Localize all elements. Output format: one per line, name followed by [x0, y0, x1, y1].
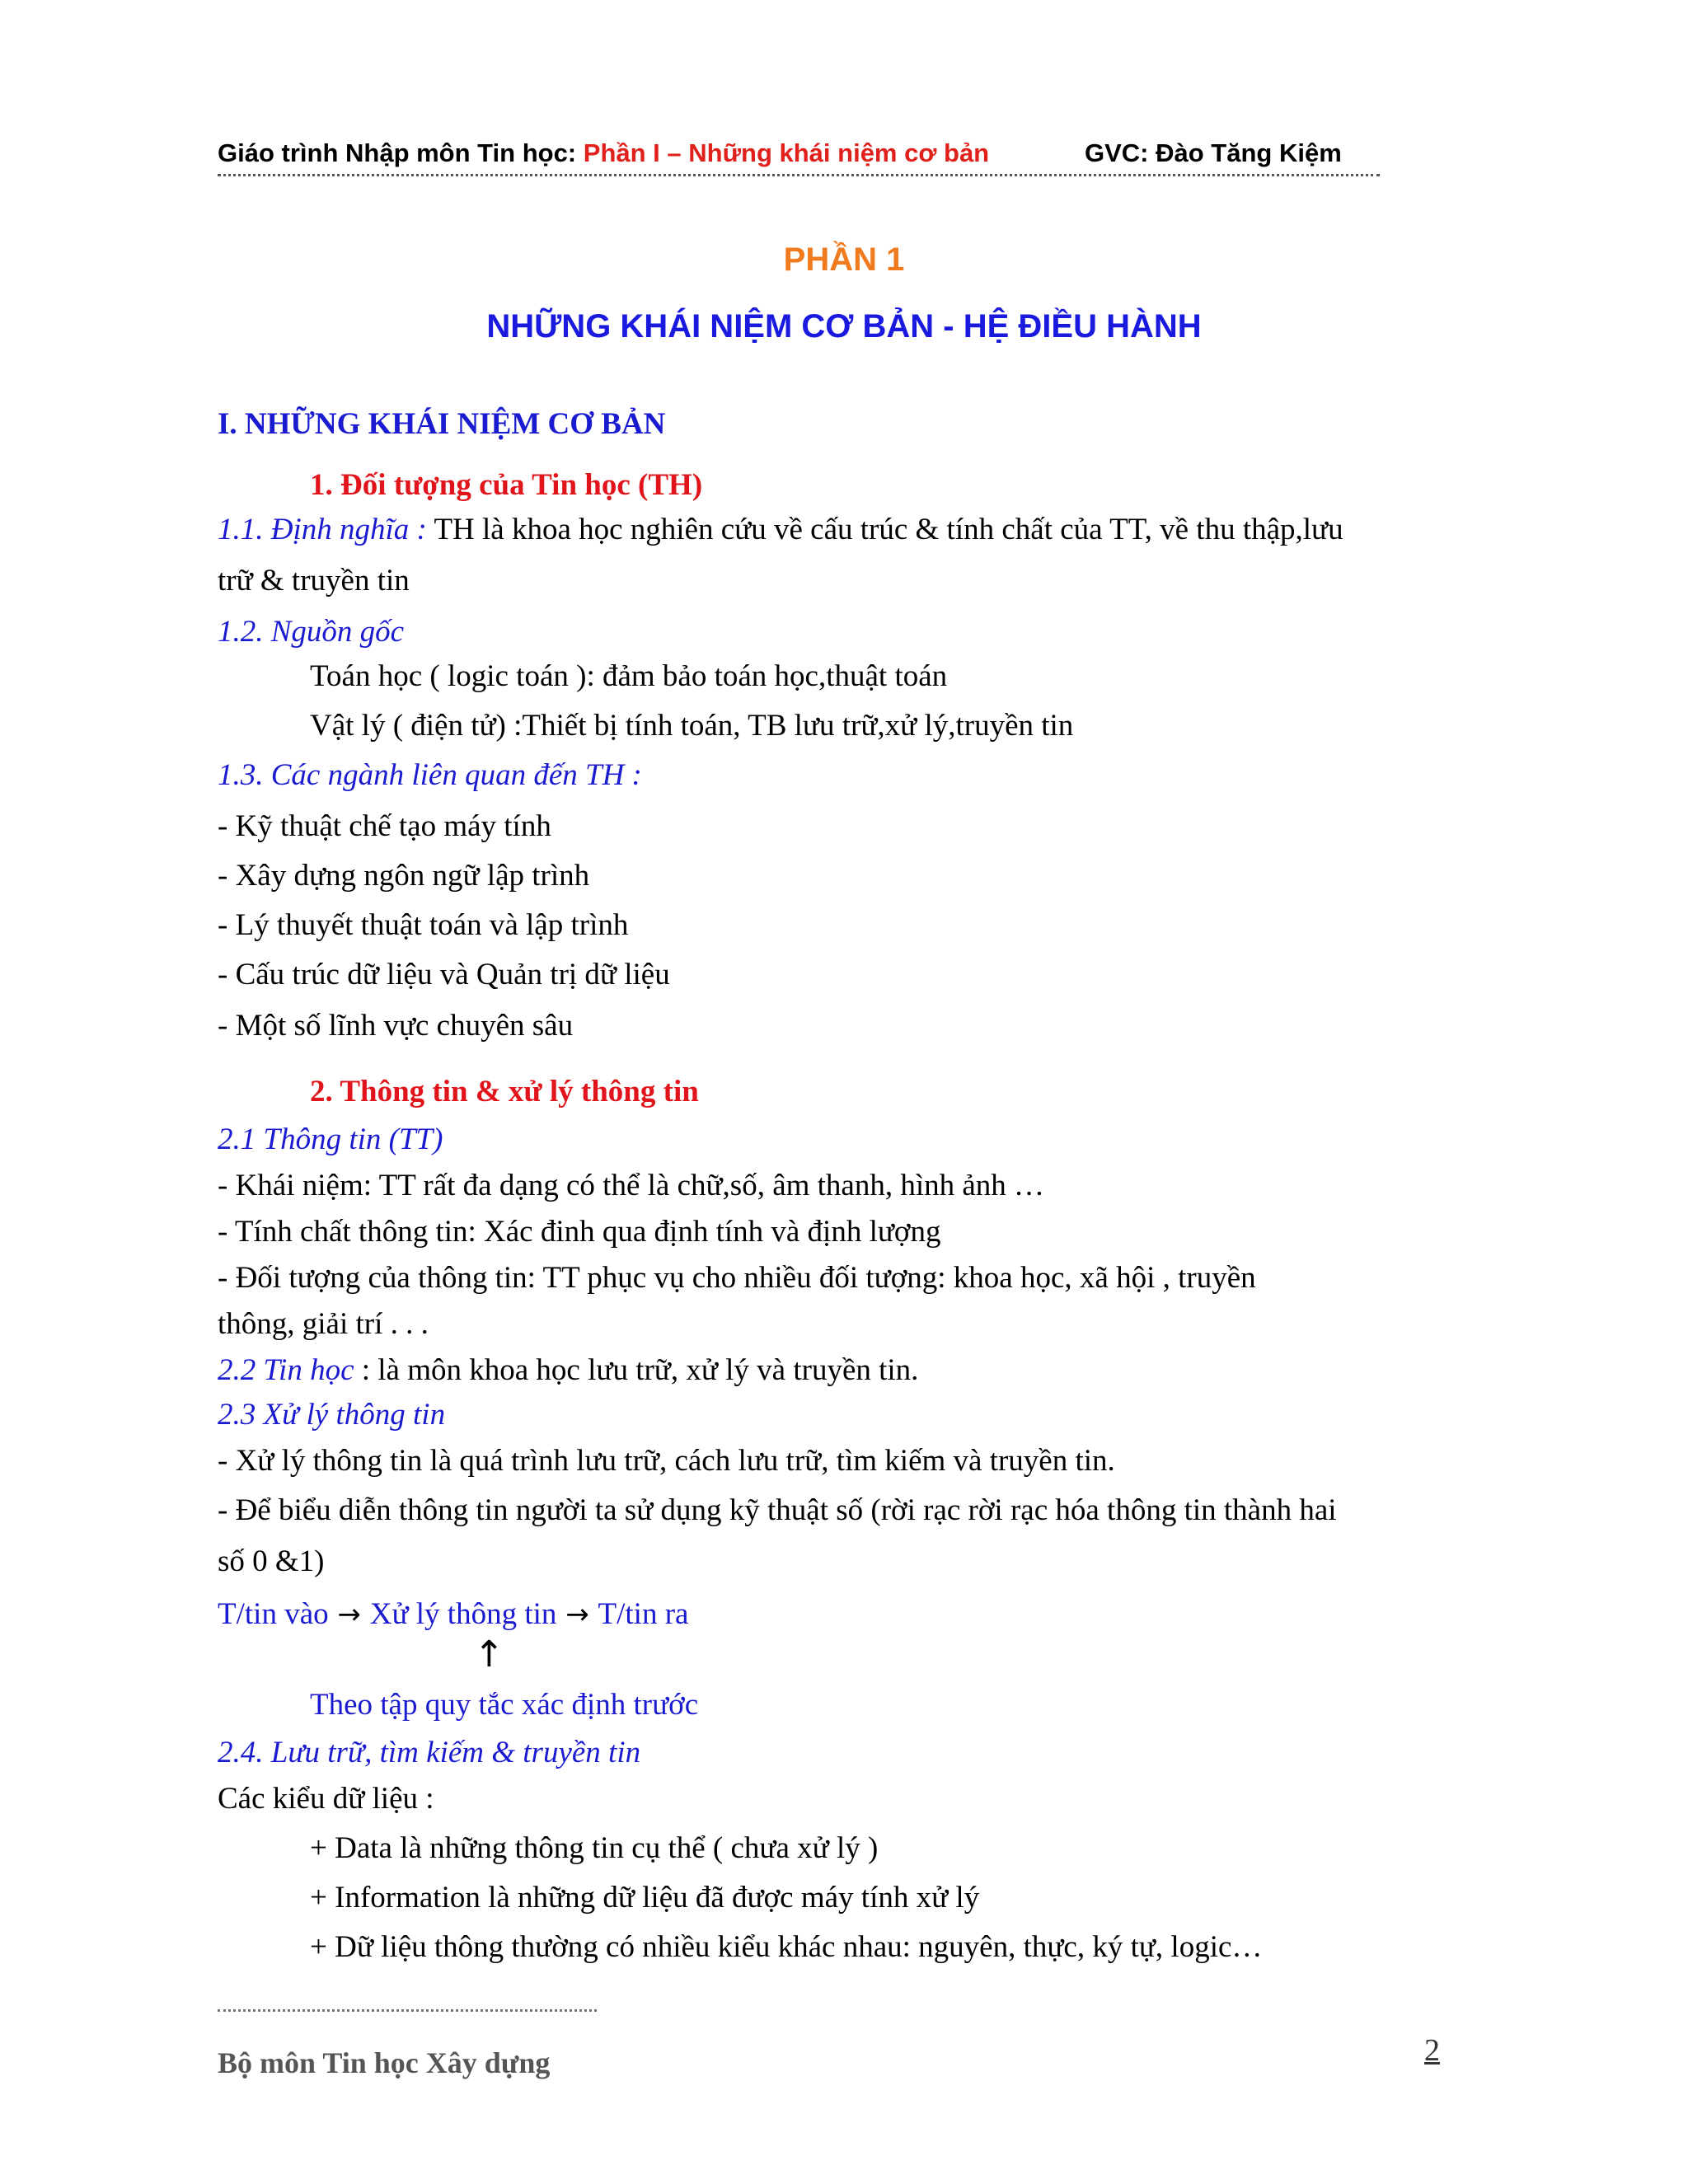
- informatics-text: : là môn khoa học lưu trữ, xử lý và truyền tin.: [354, 1353, 919, 1387]
- related-item: - Lý thuyết thuật toán và lập trình: [218, 908, 629, 942]
- types-intro: Các kiểu dữ liệu :: [218, 1782, 434, 1816]
- informatics-line: [218, 1352, 918, 1390]
- origin-item: Vật lý ( điện tử) :Thiết bị tính toán, TB lưu trữ,xử lý,truyền tin: [310, 709, 1074, 743]
- subsection-heading-2: 2. Thông tin & xử lý thông tin: [310, 1075, 699, 1108]
- related-label: 1.3. Các ngành liên quan đến TH :: [218, 758, 642, 792]
- definition-line: [218, 511, 1343, 549]
- info-item: - Khái niệm: TT rất đa dạng có thể là chữ,số, âm thanh, hình ảnh …: [218, 1169, 1045, 1202]
- related-item: - Kỹ thuật chế tạo máy tính: [218, 809, 551, 843]
- page-number: 2: [1424, 2033, 1440, 2068]
- footer-department: Bộ môn Tin học Xây dựng: [218, 2046, 551, 2079]
- flow-line: [218, 1596, 688, 1633]
- header-course: Giáo trình Nhập môn Tin học:: [218, 138, 577, 167]
- storage-label: 2.4. Lưu trữ, tìm kiếm & truyền tin: [218, 1736, 641, 1769]
- origin-item: Toán học ( logic toán ): đảm bảo toán học,thuật toán: [310, 659, 948, 693]
- related-item: - Một số lĩnh vực chuyên sâu: [218, 1009, 574, 1043]
- definition-text-cont: trữ & truyền tin: [218, 564, 410, 598]
- arrow-up-icon: ↑: [474, 1633, 504, 1675]
- header-lecturer: GVC: Đào Tăng Kiệm: [1085, 138, 1342, 167]
- definition-label: 1.1. Định nghĩa :: [218, 513, 427, 546]
- info-label: 2.1 Thông tin (TT): [218, 1122, 443, 1156]
- section-heading: I. NHỮNG KHÁI NIỆM CƠ BẢN: [218, 407, 666, 441]
- flow-process: Xử lý thông tin: [369, 1597, 557, 1631]
- flow-input: T/tin vào: [218, 1597, 329, 1631]
- arrow-right-icon: →: [556, 1598, 598, 1631]
- flow-output: T/tin ra: [598, 1597, 689, 1631]
- header-part: Phần I – Những khái niệm cơ bản: [583, 138, 990, 167]
- page-header: [218, 137, 1380, 170]
- subsection-heading-1: 1. Đối tượng của Tin học (TH): [310, 468, 703, 502]
- info-item: thông, giải trí . . .: [218, 1307, 429, 1341]
- processing-item: số 0 &1): [218, 1544, 325, 1578]
- origin-label: 1.2. Nguồn gốc: [218, 615, 405, 649]
- header-divider: [218, 174, 1380, 176]
- informatics-label: 2.2 Tin học: [218, 1353, 354, 1387]
- footer-divider: [218, 2009, 597, 2012]
- flow-rule: Theo tập quy tắc xác định trước: [310, 1688, 699, 1722]
- arrow-right-icon: →: [328, 1598, 370, 1631]
- main-title: NHỮNG KHÁI NIỆM CƠ BẢN - HỆ ĐIỀU HÀNH: [486, 308, 1202, 344]
- processing-item: - Để biểu diễn thông tin người ta sử dụng kỹ thuật số (rời rạc rời rạc hóa thông tin thành hai: [218, 1493, 1337, 1527]
- part-title: PHẦN 1: [783, 241, 905, 278]
- processing-label: 2.3 Xử lý thông tin: [218, 1398, 446, 1432]
- info-item: - Đối tượng của thông tin: TT phục vụ cho nhiều đối tượng: khoa học, xã hội , truyền: [218, 1261, 1256, 1295]
- type-item: + Dữ liệu thông thường có nhiều kiểu khác nhau: nguyên, thực, ký tự, logic…: [310, 1930, 1263, 1964]
- related-item: - Cấu trúc dữ liệu và Quản trị dữ liệu: [218, 958, 670, 991]
- related-item: - Xây dựng ngôn ngữ lập trình: [218, 859, 590, 893]
- definition-text: TH là khoa học nghiên cứu về cấu trúc & tính chất của TT, về thu thập,lưu: [426, 513, 1343, 546]
- processing-item: - Xử lý thông tin là quá trình lưu trữ, cách lưu trữ, tìm kiếm và truyền tin.: [218, 1444, 1115, 1478]
- type-item: + Data là những thông tin cụ thể ( chưa xử lý ): [310, 1831, 879, 1865]
- type-item: + Information là những dữ liệu đã được máy tính xử lý: [310, 1881, 980, 1915]
- info-item: - Tính chất thông tin: Xác đinh qua định tính và định lượng: [218, 1215, 941, 1249]
